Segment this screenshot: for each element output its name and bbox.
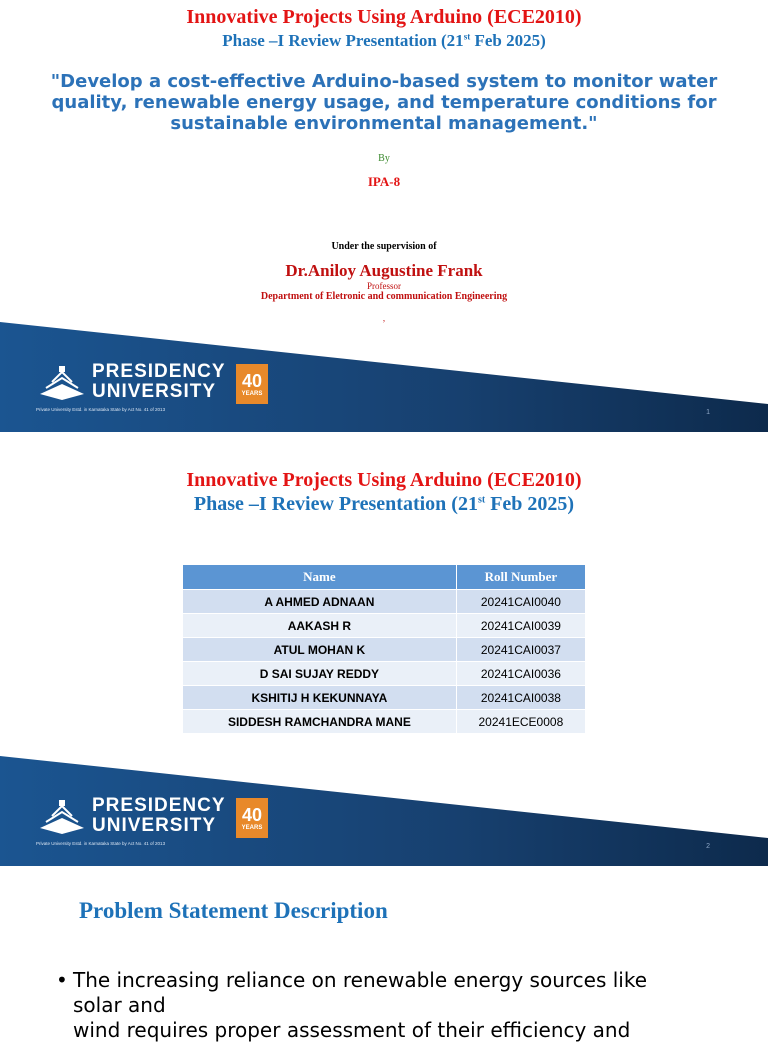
student-roll: 20241CAI0040 — [456, 590, 585, 614]
section-heading: Problem Statement Description — [79, 898, 388, 923]
book-emblem-icon — [36, 364, 88, 404]
student-roll: 20241CAI0038 — [456, 686, 585, 710]
student-name: ATUL MOHAN K — [183, 638, 457, 662]
stray-mark: , — [382, 313, 386, 323]
supervisor-name: Dr.Aniloy Augustine Frank — [285, 261, 483, 280]
table-row — [183, 662, 586, 686]
team-slide — [0, 434, 768, 866]
page-number: 1 — [706, 409, 710, 416]
university-name: PRESIDENCY UNIVERSITY — [92, 795, 226, 836]
university-logo — [36, 796, 276, 844]
page-number: 2 — [706, 843, 710, 850]
40-years-badge: 40 YEARS — [236, 364, 268, 404]
student-roll: 20241CAI0039 — [456, 614, 585, 638]
bullet-list — [56, 968, 696, 1043]
department: Department of Eletronic and communication Engineering — [260, 291, 508, 302]
university-logo — [36, 362, 276, 410]
team-id: IPA-8 — [367, 174, 401, 189]
supervisor-designation: Professor — [367, 281, 401, 291]
student-name: A AHMED ADNAAN — [183, 590, 457, 614]
course-title: Innovative Projects Using Arduino (ECE2010) — [186, 6, 582, 28]
student-roll: 20241ECE0008 — [456, 710, 585, 734]
student-roll: 20241CAI0037 — [456, 638, 585, 662]
bullet-icon: • — [56, 968, 68, 992]
university-subtitle: Private University Estd. in Karnataka State by Act No. 41 of 2013 — [36, 841, 166, 846]
by-label: By — [378, 153, 390, 164]
student-name: AAKASH R — [183, 614, 457, 638]
title-slide — [0, 0, 768, 432]
bullet-item: • The increasing reliance on renewable energy sources like solar and wind requires proper assessment of their efficiency and — [56, 968, 648, 1042]
table-row — [183, 614, 586, 638]
student-name: D SAI SUJAY REDDY — [183, 662, 457, 686]
supervision-label: Under the supervision of — [331, 241, 437, 252]
project-objective: "Develop a cost-effective Arduino-based system to monitor water quality, renewable energy usage, and temperature conditions for sustainable environmental management." — [50, 71, 718, 134]
roll-column-header: Roll Number — [456, 565, 585, 590]
student-name: KSHITIJ H KEKUNNAYA — [183, 686, 457, 710]
book-emblem-icon — [36, 798, 88, 838]
table-row — [183, 590, 586, 614]
team-members-table — [182, 564, 586, 734]
40-years-badge: 40 YEARS — [236, 798, 268, 838]
table-header-row — [183, 565, 586, 590]
table-row — [183, 686, 586, 710]
table-row — [183, 710, 586, 734]
review-subtitle: Phase –I Review Presentation (21st Feb 2025) — [222, 31, 546, 50]
student-roll: 20241CAI0036 — [456, 662, 585, 686]
university-subtitle: Private University Estd. in Karnataka State by Act No. 41 of 2013 — [36, 407, 166, 412]
review-subtitle: Phase –I Review Presentation (21st Feb 2025) — [193, 493, 575, 515]
university-name: PRESIDENCY UNIVERSITY — [92, 361, 226, 402]
name-column-header: Name — [183, 565, 457, 590]
student-name: SIDDESH RAMCHANDRA MANE — [183, 710, 457, 734]
problem-statement-slide — [0, 868, 768, 1042]
table-row — [183, 638, 586, 662]
course-title: Innovative Projects Using Arduino (ECE2010) — [186, 469, 582, 491]
